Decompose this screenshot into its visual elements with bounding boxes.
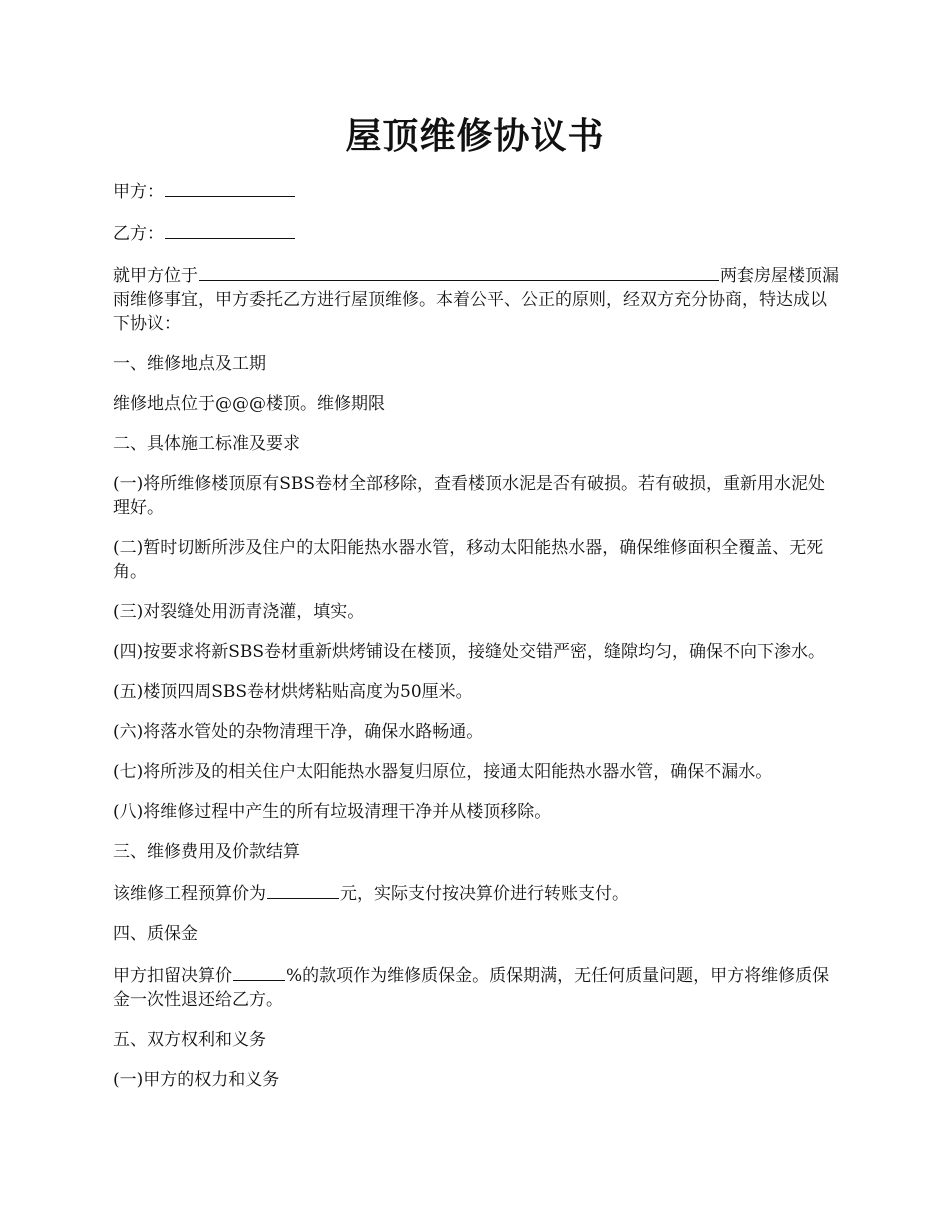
- party-b-line: [113, 220, 840, 246]
- document-body: [113, 178, 840, 1108]
- section2-item-3: (三)对裂缝处用沥青浇灌，填实。: [113, 602, 365, 622]
- section5-sub1: (一)甲方的权力和义务: [113, 1070, 280, 1090]
- party-a-line: [113, 178, 840, 204]
- section3-suffix: 元，实际支付按决算价进行转账支付。: [340, 884, 629, 904]
- section2-item-6: (六)将落水管处的杂物清理干净，确保水路畅通。: [113, 722, 484, 742]
- section4-text: [113, 962, 840, 1012]
- price-blank: [267, 880, 339, 899]
- section2-item-4: (四)按要求将新SBS卷材重新烘烤铺设在楼顶，接缝处交错严密，缝隙均匀，确保不向下渗水。: [113, 642, 826, 662]
- section3-text: [113, 880, 840, 906]
- section4-prefix: 甲方扣留决算价: [113, 966, 232, 986]
- section5-heading: 五、双方权利和义务: [113, 1030, 266, 1050]
- section4-suffix: %的款项作为维修质保金。质保期满，无任何质量问题，甲方将维修质保金一次性退还给乙方。: [113, 966, 830, 1010]
- party-a-label: 甲方：: [113, 182, 164, 202]
- section1-heading: 一、维修地点及工期: [113, 354, 266, 374]
- location-blank: [199, 262, 719, 281]
- section1-text: 维修地点位于@@@楼顶。维修期限: [113, 394, 385, 414]
- intro-prefix: 就甲方位于: [113, 266, 198, 286]
- section2-item-2: (二)暂时切断所涉及住户的太阳能热水器水管，移动太阳能热水器，确保维修面积全覆盖、无死角。: [113, 538, 824, 582]
- section3-heading: 三、维修费用及价款结算: [113, 842, 300, 862]
- party-b-blank: [165, 220, 295, 239]
- intro-suffix: 两套房屋楼顶漏雨维修事宜，甲方委托乙方进行屋顶维修。本着公平、公正的原则，经双方充分协商，特达成以下协议：: [113, 266, 839, 334]
- percent-blank: [233, 962, 285, 981]
- party-a-blank: [165, 178, 295, 197]
- intro-paragraph: [113, 262, 840, 336]
- party-b-label: 乙方：: [113, 224, 164, 244]
- section2-heading: 二、具体施工标准及要求: [113, 434, 300, 454]
- document-title: 屋顶维修协议书: [345, 115, 605, 157]
- section2-item-5: (五)楼顶四周SBS卷材烘烤粘贴高度为50厘米。: [113, 682, 473, 702]
- section2-item-1: (一)将所维修楼顶原有SBS卷材全部移除，查看楼顶水泥是否有破损。若有破损，重新用水泥处理好。: [113, 474, 826, 518]
- section2-item-7: (七)将所涉及的相关住户太阳能热水器复归原位，接通太阳能热水器水管，确保不漏水。: [113, 762, 773, 782]
- section3-prefix: 该维修工程预算价为: [113, 884, 266, 904]
- section2-item-8: (八)将维修过程中产生的所有垃圾清理干净并从楼顶移除。: [113, 802, 552, 822]
- section4-heading: 四、质保金: [113, 924, 198, 944]
